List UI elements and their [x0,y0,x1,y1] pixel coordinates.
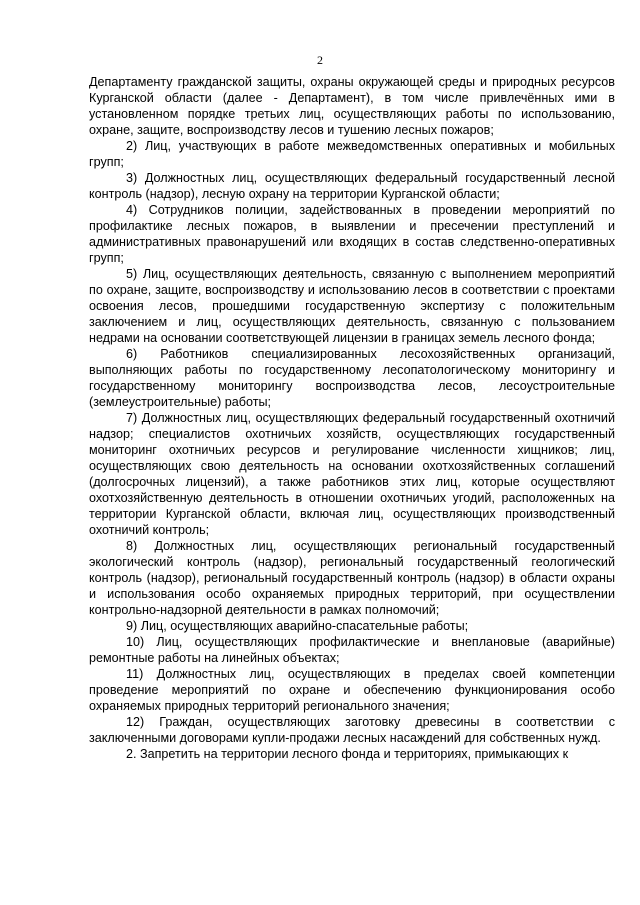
list-item-6: 6) Работников специализированных лесохозяйственных организаций, выполняющих работы по государственному лесопатологическому мониторингу и государственному мониторингу воспроизводства лесов, лесоустроительные (землеустроительные) работы; [89,347,615,409]
page-number: 2 [317,53,323,67]
list-item-9: 9) Лиц, осуществляющих аварийно-спасательные работы; [126,619,469,633]
section-2-start: 2. Запретить на территории лесного фонда и территориях, примыкающих к [126,747,569,761]
list-item-3: 3) Должностных лиц, осуществляющих федеральный государственный лесной контроль (надзор), лесную охрану на территории Курганской области; [89,171,615,201]
document-body [89,74,615,762]
list-item-11: 11) Должностных лиц, осуществляющих в пределах своей компетенции проведение мероприятий по охране и обеспечению функционирования особо охраняемых природных территорий регионального значения; [89,667,615,713]
list-item-2: 2) Лиц, участвующих в работе межведомственных оперативных и мобильных групп; [89,139,615,169]
list-item-12: 12) Граждан, осуществляющих заготовку древесины в соответствии с заключенными договорами купли-продажи лесных насаждений для собственных нужд. [89,715,615,745]
list-item-4: 4) Сотрудников полиции, задействованных в проведении мероприятий по профилактике лесных пожаров, в выявлении и пресечении преступлений и административных правонарушений или входящих в состав следственно-оперативных групп; [89,203,615,265]
paragraph-continuation: Департаменту гражданской защиты, охраны окружающей среды и природных ресурсов Курганской области (далее - Департамент), в том числе привлечённых ими в установленном порядке третьих лиц, осуществляющих работы по использованию, охране, защите, воспроизводству лесов и тушению лесных пожаров; [89,75,615,137]
list-item-10: 10) Лиц, осуществляющих профилактические и внеплановые (аварийные) ремонтные работы на линейных объектах; [89,635,615,665]
list-item-8: 8) Должностных лиц, осуществляющих региональный государственный экологический контроль (надзор), региональный государственный геологический контроль (надзор), региональный государственный контроль (надзор) в области охраны и использования особо охраняемых природных территорий, при осуществлении контрольно-надзорной деятельности в рамках полномочий; [89,539,615,617]
list-item-5: 5) Лиц, осуществляющих деятельность, связанную с выполнением мероприятий по охране, защите, воспроизводству и использованию лесов в соответствии с проектами освоения лесов, прошедшими государственную экспертизу с положительным заключением и лиц, осуществляющих деятельность, связанную с пользованием недрами на основании соответствующей лицензии в границах земель лесного фонда; [89,267,615,345]
list-item-7: 7) Должностных лиц, осуществляющих федеральный государственный охотничий надзор; специалистов охотничьих хозяйств, осуществляющих государственный мониторинг охотничьих ресурсов и регулирование численности хищников; лиц, осуществляющих свою деятельность на основании охотхозяйственных соглашений (долгосрочных лицензий), а также работников этих лиц, которые осуществляют охотхозяйственную деятельность в отношении охотничьих угодий, расположенных на территории Курганской области, включая лиц, осуществляющих производственный охотничий контроль; [89,411,615,537]
